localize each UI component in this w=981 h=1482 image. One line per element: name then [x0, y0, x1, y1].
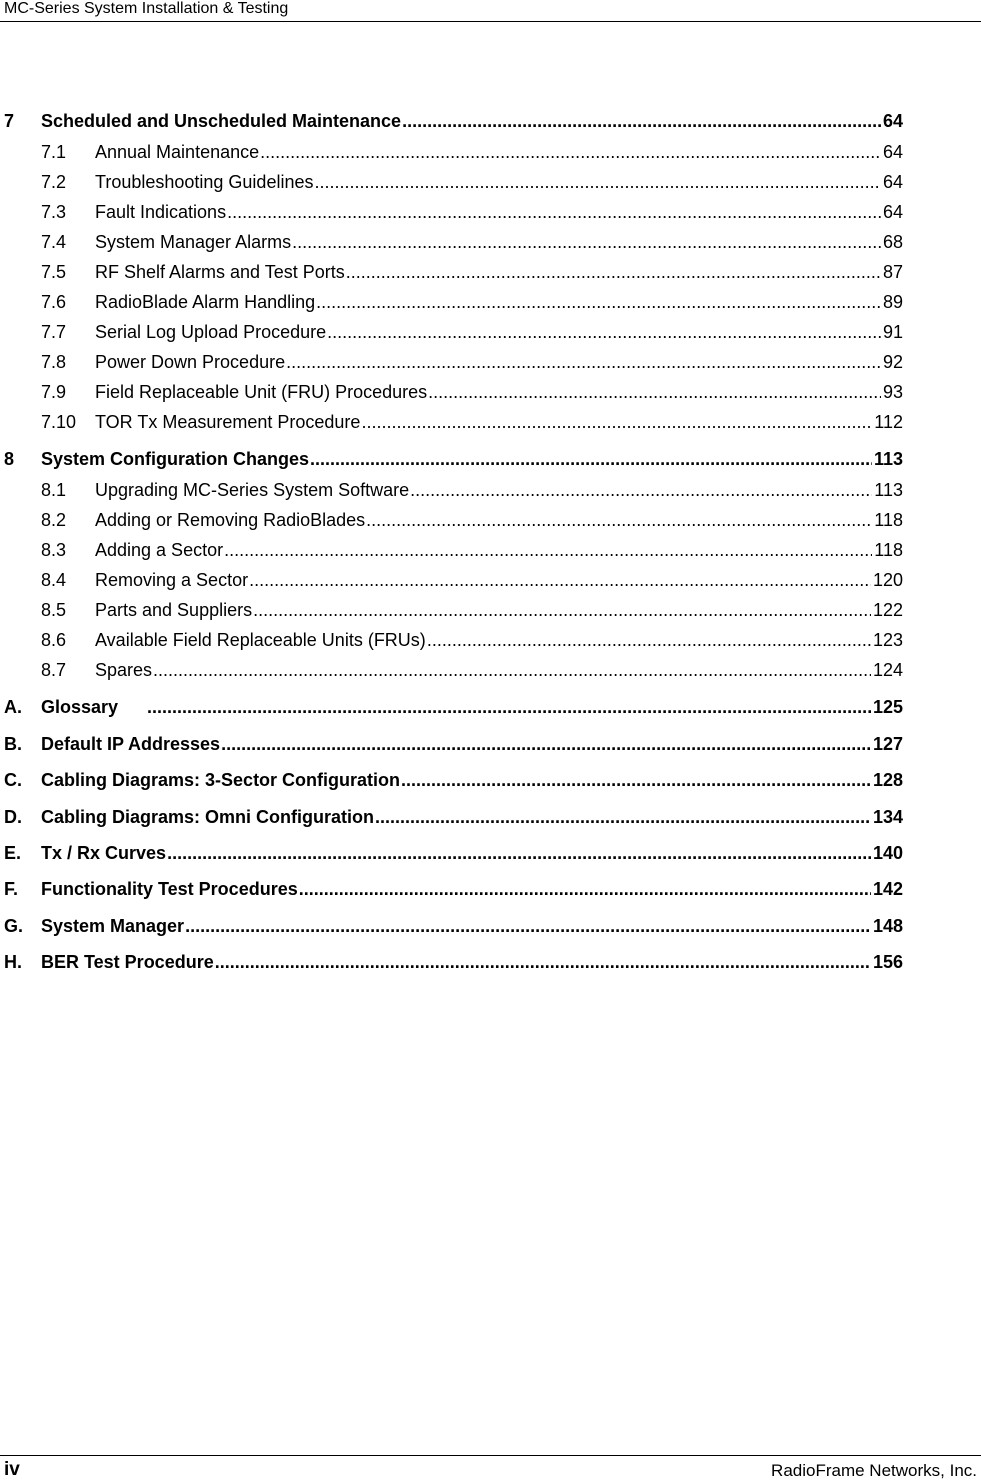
toc-entry-leader: [95, 321, 903, 343]
toc-entry-page: 64: [882, 172, 903, 192]
toc-entry[interactable]: [0, 411, 903, 433]
toc-entry[interactable]: [0, 878, 903, 900]
toc-entry-page: 118: [874, 540, 903, 560]
toc-entry-page: 142: [872, 879, 903, 899]
dot-leader: [401, 769, 871, 791]
toc-entry-leader: [41, 878, 903, 900]
toc-entry-page: 128: [872, 770, 903, 790]
toc-entry[interactable]: [0, 141, 903, 163]
toc-entry-title: System Configuration Changes: [41, 449, 310, 469]
toc-entry[interactable]: [0, 448, 903, 470]
toc-entry[interactable]: [0, 733, 903, 755]
toc-entry-number: 8.1: [41, 480, 67, 500]
toc-entry[interactable]: [0, 696, 903, 718]
toc-entry[interactable]: [0, 321, 903, 343]
toc-entry-leader: [41, 951, 903, 973]
toc-entry-number: 7.7: [41, 322, 67, 342]
dot-leader: [147, 696, 871, 718]
toc-entry-title: Cabling Diagrams: 3-Sector Configuration: [41, 770, 401, 790]
toc-entry[interactable]: [0, 569, 903, 591]
toc-entry-leader: [41, 733, 903, 755]
toc-entry-title: Spares: [95, 660, 153, 680]
toc-entry-page: 123: [872, 630, 903, 650]
page-number: iv: [4, 1459, 20, 1480]
toc-entry[interactable]: [0, 769, 903, 791]
toc-entry-title: Serial Log Upload Procedure: [95, 322, 327, 342]
toc-entry[interactable]: [0, 171, 903, 193]
dot-leader: [327, 321, 881, 343]
toc-entry-leader: [95, 141, 903, 163]
toc-entry[interactable]: [0, 539, 903, 561]
toc-entry[interactable]: [0, 842, 903, 864]
toc-entry[interactable]: [0, 509, 903, 531]
dot-leader: [361, 411, 872, 433]
toc-entry[interactable]: [0, 915, 903, 937]
toc-entry[interactable]: [0, 806, 903, 828]
toc-entry[interactable]: [0, 479, 903, 501]
toc-entry-page: 120: [872, 570, 903, 590]
toc-entry-number: 7: [4, 111, 15, 131]
toc-entry-leader: [41, 769, 903, 791]
toc-entry-leader: [95, 539, 903, 561]
toc-entry-number: 7.8: [41, 352, 67, 372]
toc-entry-number: 8.6: [41, 630, 67, 650]
toc-entry-number: 8: [4, 449, 15, 469]
toc-entry-title: Fault Indications: [95, 202, 227, 222]
page-footer: [0, 1455, 981, 1482]
toc-entry-title: System Manager Alarms: [95, 232, 292, 252]
toc-entry[interactable]: [0, 659, 903, 681]
dot-leader: [310, 448, 872, 470]
toc-entry-leader: [41, 110, 903, 132]
toc-entry-page: 140: [872, 843, 903, 863]
dot-leader: [427, 629, 871, 651]
toc-entry-number: E.: [4, 843, 22, 863]
toc-entry-page: 118: [874, 510, 903, 530]
toc-entry[interactable]: [0, 231, 903, 253]
toc-entry-leader: [41, 842, 903, 864]
toc-entry-page: 125: [872, 697, 903, 717]
toc-entry-title: RF Shelf Alarms and Test Ports: [95, 262, 345, 282]
dot-leader: [375, 806, 871, 828]
toc-entry-number: H.: [4, 952, 22, 972]
toc-entry-page: 148: [872, 916, 903, 936]
toc-entry-title: RadioBlade Alarm Handling: [95, 292, 316, 312]
toc-entry-number: 7.6: [41, 292, 67, 312]
toc-entry[interactable]: [0, 951, 903, 973]
dot-leader: [286, 351, 881, 373]
dot-leader: [215, 951, 871, 973]
dot-leader: [292, 231, 881, 253]
toc-entry-page: 64: [882, 142, 903, 162]
toc-entry-number: A.: [4, 697, 22, 717]
dot-leader: [314, 171, 880, 193]
toc-entry[interactable]: [0, 110, 903, 132]
toc-entry-number: 8.2: [41, 510, 67, 530]
dot-leader: [167, 842, 871, 864]
toc-entry-leader: [95, 411, 903, 433]
toc-entry[interactable]: [0, 629, 903, 651]
dot-leader: [253, 599, 871, 621]
dot-leader: [260, 141, 881, 163]
dot-leader: [185, 915, 871, 937]
toc-entry-number: 7.1: [41, 142, 67, 162]
toc-entry-page: 91: [882, 322, 903, 342]
dot-leader: [249, 569, 871, 591]
toc-entry-page: 156: [872, 952, 903, 972]
toc-entry-number: 7.10: [41, 412, 77, 432]
toc-entry[interactable]: [0, 261, 903, 283]
toc-entry-number: F.: [4, 879, 19, 899]
toc-entry-number: 8.7: [41, 660, 67, 680]
toc-entry-title: Tx / Rx Curves: [41, 843, 167, 863]
toc-entry-title: Field Replaceable Unit (FRU) Procedures: [95, 382, 428, 402]
toc-entry-page: 64: [882, 202, 903, 222]
toc-entry-page: 64: [882, 111, 903, 131]
toc-entry[interactable]: [0, 599, 903, 621]
toc-entry-title: Default IP Addresses: [41, 734, 221, 754]
toc-entry-leader: [41, 696, 903, 718]
toc-entry-number: 7.5: [41, 262, 67, 282]
toc-entry-leader: [95, 291, 903, 313]
toc-entry-title: Troubleshooting Guidelines: [95, 172, 314, 192]
toc-entry-leader: [95, 351, 903, 373]
toc-entry-page: 112: [874, 412, 903, 432]
toc-entry-title: Power Down Procedure: [95, 352, 286, 372]
toc-entry-title: Adding or Removing RadioBlades: [95, 510, 366, 530]
toc-entry-title: System Manager: [41, 916, 185, 936]
toc-entry-leader: [95, 599, 903, 621]
dot-leader: [366, 509, 872, 531]
dot-leader: [410, 479, 872, 501]
toc-entry-page: 113: [873, 449, 903, 469]
toc-entry-number: 8.4: [41, 570, 67, 590]
toc-entry-number: 7.2: [41, 172, 67, 192]
toc-entry-page: 87: [882, 262, 903, 282]
dot-leader: [402, 110, 881, 132]
toc-entry-page: 68: [882, 232, 903, 252]
toc-entry-page: 93: [882, 382, 903, 402]
toc-entry-title: Adding a Sector: [95, 540, 224, 560]
dot-leader: [299, 878, 871, 900]
toc-entry-title: TOR Tx Measurement Procedure: [95, 412, 361, 432]
toc-entry-leader: [95, 381, 903, 403]
toc-entry-page: 134: [872, 807, 903, 827]
toc-entry-title: Upgrading MC-Series System Software: [95, 480, 410, 500]
toc-entry-leader: [41, 448, 903, 470]
toc-entry-title: Annual Maintenance: [95, 142, 260, 162]
toc-entry-title: Cabling Diagrams: Omni Configuration: [41, 807, 375, 827]
dot-leader: [153, 659, 871, 681]
toc-entry-page: 124: [872, 660, 903, 680]
dot-leader: [316, 291, 881, 313]
company-name: RadioFrame Networks, Inc.: [771, 1461, 977, 1480]
toc-entry[interactable]: [0, 381, 903, 403]
dot-leader: [346, 261, 881, 283]
toc-entry-page: 113: [874, 480, 903, 500]
dot-leader: [224, 539, 872, 561]
toc-entry-leader: [95, 479, 903, 501]
toc-entry-title: Glossary: [41, 697, 119, 717]
toc-entry[interactable]: [0, 351, 903, 373]
toc-entry[interactable]: [0, 291, 903, 313]
toc-entry-page: 89: [882, 292, 903, 312]
toc-entry-title: Scheduled and Unscheduled Maintenance: [41, 111, 402, 131]
toc-entry-leader: [95, 509, 903, 531]
toc-entry-number: 8.5: [41, 600, 67, 620]
dot-leader: [221, 733, 871, 755]
toc-entry-title: Removing a Sector: [95, 570, 249, 590]
toc-entry-number: C.: [4, 770, 22, 790]
toc-entry-number: 8.3: [41, 540, 67, 560]
toc-entry-number: G.: [4, 916, 24, 936]
toc-entry[interactable]: [0, 201, 903, 223]
toc-entry-leader: [41, 806, 903, 828]
document-title: MC-Series System Installation & Testing: [4, 0, 289, 17]
toc-entry-page: 92: [882, 352, 903, 372]
toc-entry-number: 7.4: [41, 232, 67, 252]
toc-entry-title: Parts and Suppliers: [95, 600, 253, 620]
toc-entry-leader: [41, 915, 903, 937]
toc-entry-leader: [95, 171, 903, 193]
toc-entry-number: 7.9: [41, 382, 67, 402]
toc-entry-page: 127: [872, 734, 903, 754]
dot-leader: [428, 381, 881, 403]
toc-entry-title: Available Field Replaceable Units (FRUs): [95, 630, 426, 650]
toc-entry-leader: [95, 231, 903, 253]
toc-entry-number: B.: [4, 734, 22, 754]
toc-entry-title: BER Test Procedure: [41, 952, 214, 972]
toc-entry-leader: [95, 569, 903, 591]
toc-entry-leader: [95, 261, 903, 283]
toc-entry-number: 7.3: [41, 202, 67, 222]
toc-entry-page: 122: [872, 600, 903, 620]
toc-entry-leader: [95, 629, 903, 651]
toc-entry-leader: [95, 659, 903, 681]
toc-entry-leader: [95, 201, 903, 223]
toc-entry-number: D.: [4, 807, 22, 827]
page-header: [0, 0, 981, 22]
toc-entry-title: Functionality Test Procedures: [41, 879, 298, 899]
dot-leader: [227, 201, 881, 223]
